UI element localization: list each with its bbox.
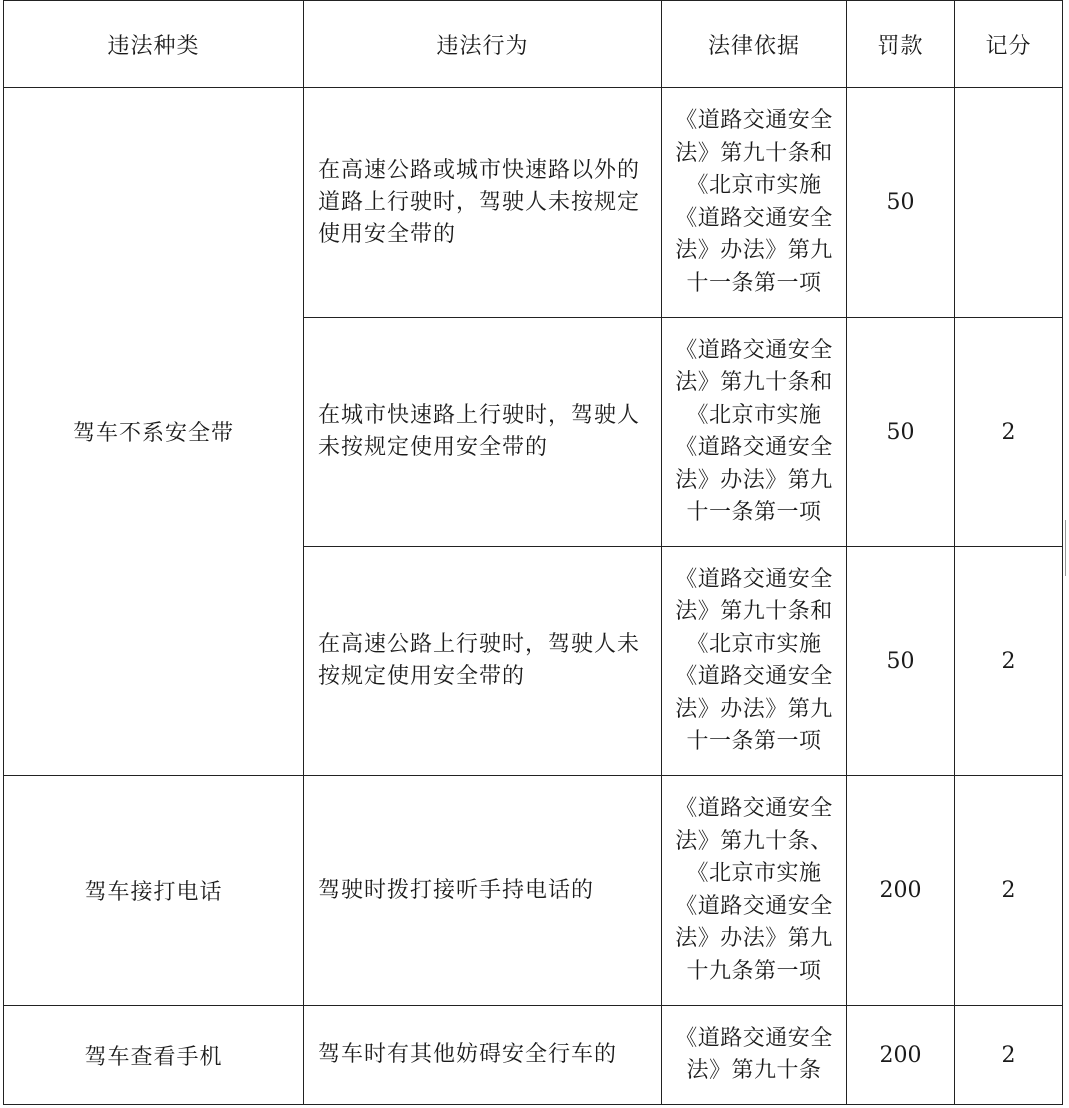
fine-cell: 50 bbox=[847, 88, 955, 318]
table-row bbox=[4, 776, 1063, 1006]
legal-basis-cell: 《道路交通安全法》第九十条、《北京市实施《道路交通安全法》办法》第九十九条第一项 bbox=[662, 776, 847, 1006]
behavior-cell: 在城市快速路上行驶时，驾驶人未按规定使用安全带的 bbox=[304, 318, 662, 547]
header-legal-basis: 法律依据 bbox=[662, 1, 847, 88]
edge-divider-mark bbox=[1065, 520, 1069, 576]
legal-basis-cell: 《道路交通安全法》第九十条和《北京市实施《道路交通安全法》办法》第九十一条第一项 bbox=[662, 547, 847, 776]
behavior-cell: 驾车时有其他妨碍安全行车的 bbox=[304, 1006, 662, 1105]
table-row bbox=[4, 88, 1063, 318]
table-row bbox=[4, 1006, 1063, 1105]
points-cell: 2 bbox=[955, 1006, 1063, 1105]
behavior-cell: 在高速公路或城市快速路以外的道路上行驶时，驾驶人未按规定使用安全带的 bbox=[304, 88, 662, 318]
points-cell: 2 bbox=[955, 547, 1063, 776]
fine-cell: 50 bbox=[847, 318, 955, 547]
fine-cell: 200 bbox=[847, 776, 955, 1006]
legal-basis-cell: 《道路交通安全法》第九十条 bbox=[662, 1006, 847, 1105]
traffic-violations-table bbox=[3, 0, 1063, 1105]
fine-cell: 200 bbox=[847, 1006, 955, 1105]
points-cell: 2 bbox=[955, 776, 1063, 1006]
header-category: 违法种类 bbox=[4, 1, 304, 88]
legal-basis-cell: 《道路交通安全法》第九十条和《北京市实施《道路交通安全法》办法》第九十一条第一项 bbox=[662, 318, 847, 547]
header-fine: 罚款 bbox=[847, 1, 955, 88]
header-row bbox=[4, 1, 1063, 88]
category-cell: 驾车接打电话 bbox=[4, 776, 304, 1006]
fine-cell: 50 bbox=[847, 547, 955, 776]
points-cell: 2 bbox=[955, 318, 1063, 547]
category-cell: 驾车查看手机 bbox=[4, 1006, 304, 1105]
behavior-cell: 在高速公路上行驶时，驾驶人未按规定使用安全带的 bbox=[304, 547, 662, 776]
behavior-cell: 驾驶时拨打接听手持电话的 bbox=[304, 776, 662, 1006]
category-cell: 驾车不系安全带 bbox=[4, 88, 304, 776]
legal-basis-cell: 《道路交通安全法》第九十条和《北京市实施《道路交通安全法》办法》第九十一条第一项 bbox=[662, 88, 847, 318]
points-cell bbox=[955, 88, 1063, 318]
header-points: 记分 bbox=[955, 1, 1063, 88]
header-behavior: 违法行为 bbox=[304, 1, 662, 88]
